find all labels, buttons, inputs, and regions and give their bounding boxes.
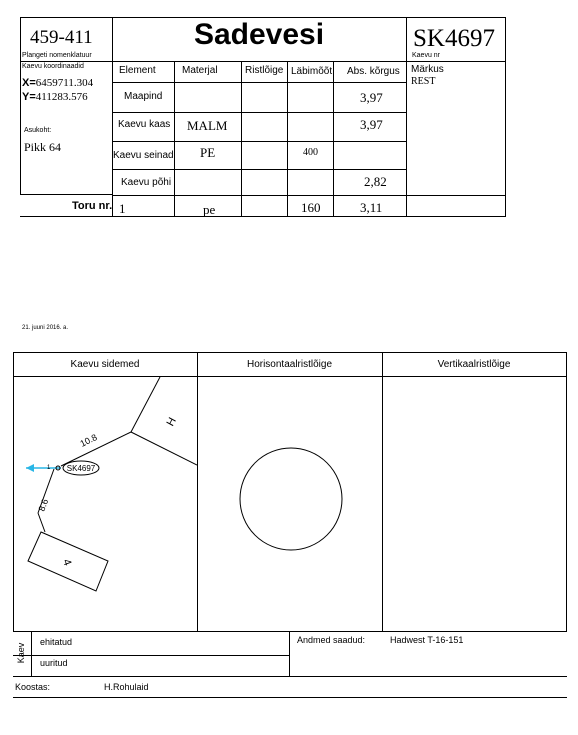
panel-title-horizontal: Horisontaalristlõige <box>246 359 333 370</box>
outlet-arrow-icon <box>26 464 34 472</box>
row-element: Maapind <box>124 91 163 102</box>
pipe-material: pe <box>203 202 216 217</box>
coordinates-label: Kaevu koordinaadid <box>22 63 84 70</box>
row-element: Kaevu seinad <box>113 150 174 161</box>
well-node-label: SK4697 <box>66 464 96 473</box>
row-element: Kaevu kaas <box>118 119 171 130</box>
row-height: 3,97 <box>360 90 383 105</box>
remark-value: REST <box>411 76 436 87</box>
header-element: Element <box>119 65 156 76</box>
data-source-value: Hadwest T-16-151 <box>390 635 464 645</box>
header-remark: Märkus <box>411 64 444 75</box>
x-coordinate: X=6459711.304 <box>22 77 94 89</box>
y-coordinate: Y=411283.576 <box>22 91 88 103</box>
well-number: SK4697 <box>413 25 495 52</box>
well-label: Kaevu nr <box>412 52 441 59</box>
well-circle <box>240 448 342 550</box>
connections-sketch <box>14 377 197 631</box>
location-value: Pikk 64 <box>24 140 62 154</box>
pipe-number: 1 <box>119 201 126 216</box>
sheet-label: Plangeti nomenklatuur <box>22 52 92 59</box>
pipe-segment <box>38 513 45 532</box>
header-diameter: Läbimõõt <box>291 66 333 77</box>
row-material: MALM <box>187 118 228 133</box>
outlet-number: 1 <box>47 465 51 471</box>
row-element: Kaevu põhi <box>121 177 172 188</box>
panel-title-connections: Kaevu sidemed <box>70 359 140 370</box>
location-label: Asukoht: <box>24 127 52 134</box>
house-letter: H <box>164 415 179 429</box>
building-wall-line <box>131 432 197 465</box>
header-height: Abs. kõrgus <box>347 66 400 77</box>
segment-length-2: 8.6 <box>36 497 51 513</box>
pipe-diameter: 160 <box>301 200 321 215</box>
row-diameter: 400 <box>303 147 318 158</box>
author-label: Koostas: <box>15 682 51 692</box>
building-wall-line <box>131 377 160 432</box>
author-value: H.Rohulaid <box>104 682 149 692</box>
segment-length-1: 10.8 <box>78 432 99 449</box>
header-cross: Ristlõige <box>245 65 284 76</box>
footer-side-label: Kaev <box>16 642 26 664</box>
sheet-number: 459-411 <box>30 27 93 48</box>
document-date: 21. juuni 2016. a. <box>22 325 69 331</box>
page-title: Sadevesi <box>193 18 325 51</box>
header-material: Materjal <box>182 65 218 76</box>
row-material: PE <box>200 145 216 160</box>
data-source-label: Andmed saadud: <box>297 635 366 645</box>
pipe-height: 3,11 <box>360 200 383 215</box>
surveyed-label: uuritud <box>40 658 68 668</box>
pipe-row-label: Toru nr. <box>72 200 113 212</box>
row-height: 3,97 <box>360 117 383 132</box>
row-height: 2,82 <box>364 174 387 189</box>
horizontal-section <box>198 377 382 631</box>
building-label: 4 <box>60 557 74 568</box>
built-label: ehitatud <box>40 637 73 647</box>
panel-title-vertical: Vertikaalristlõige <box>437 359 511 370</box>
